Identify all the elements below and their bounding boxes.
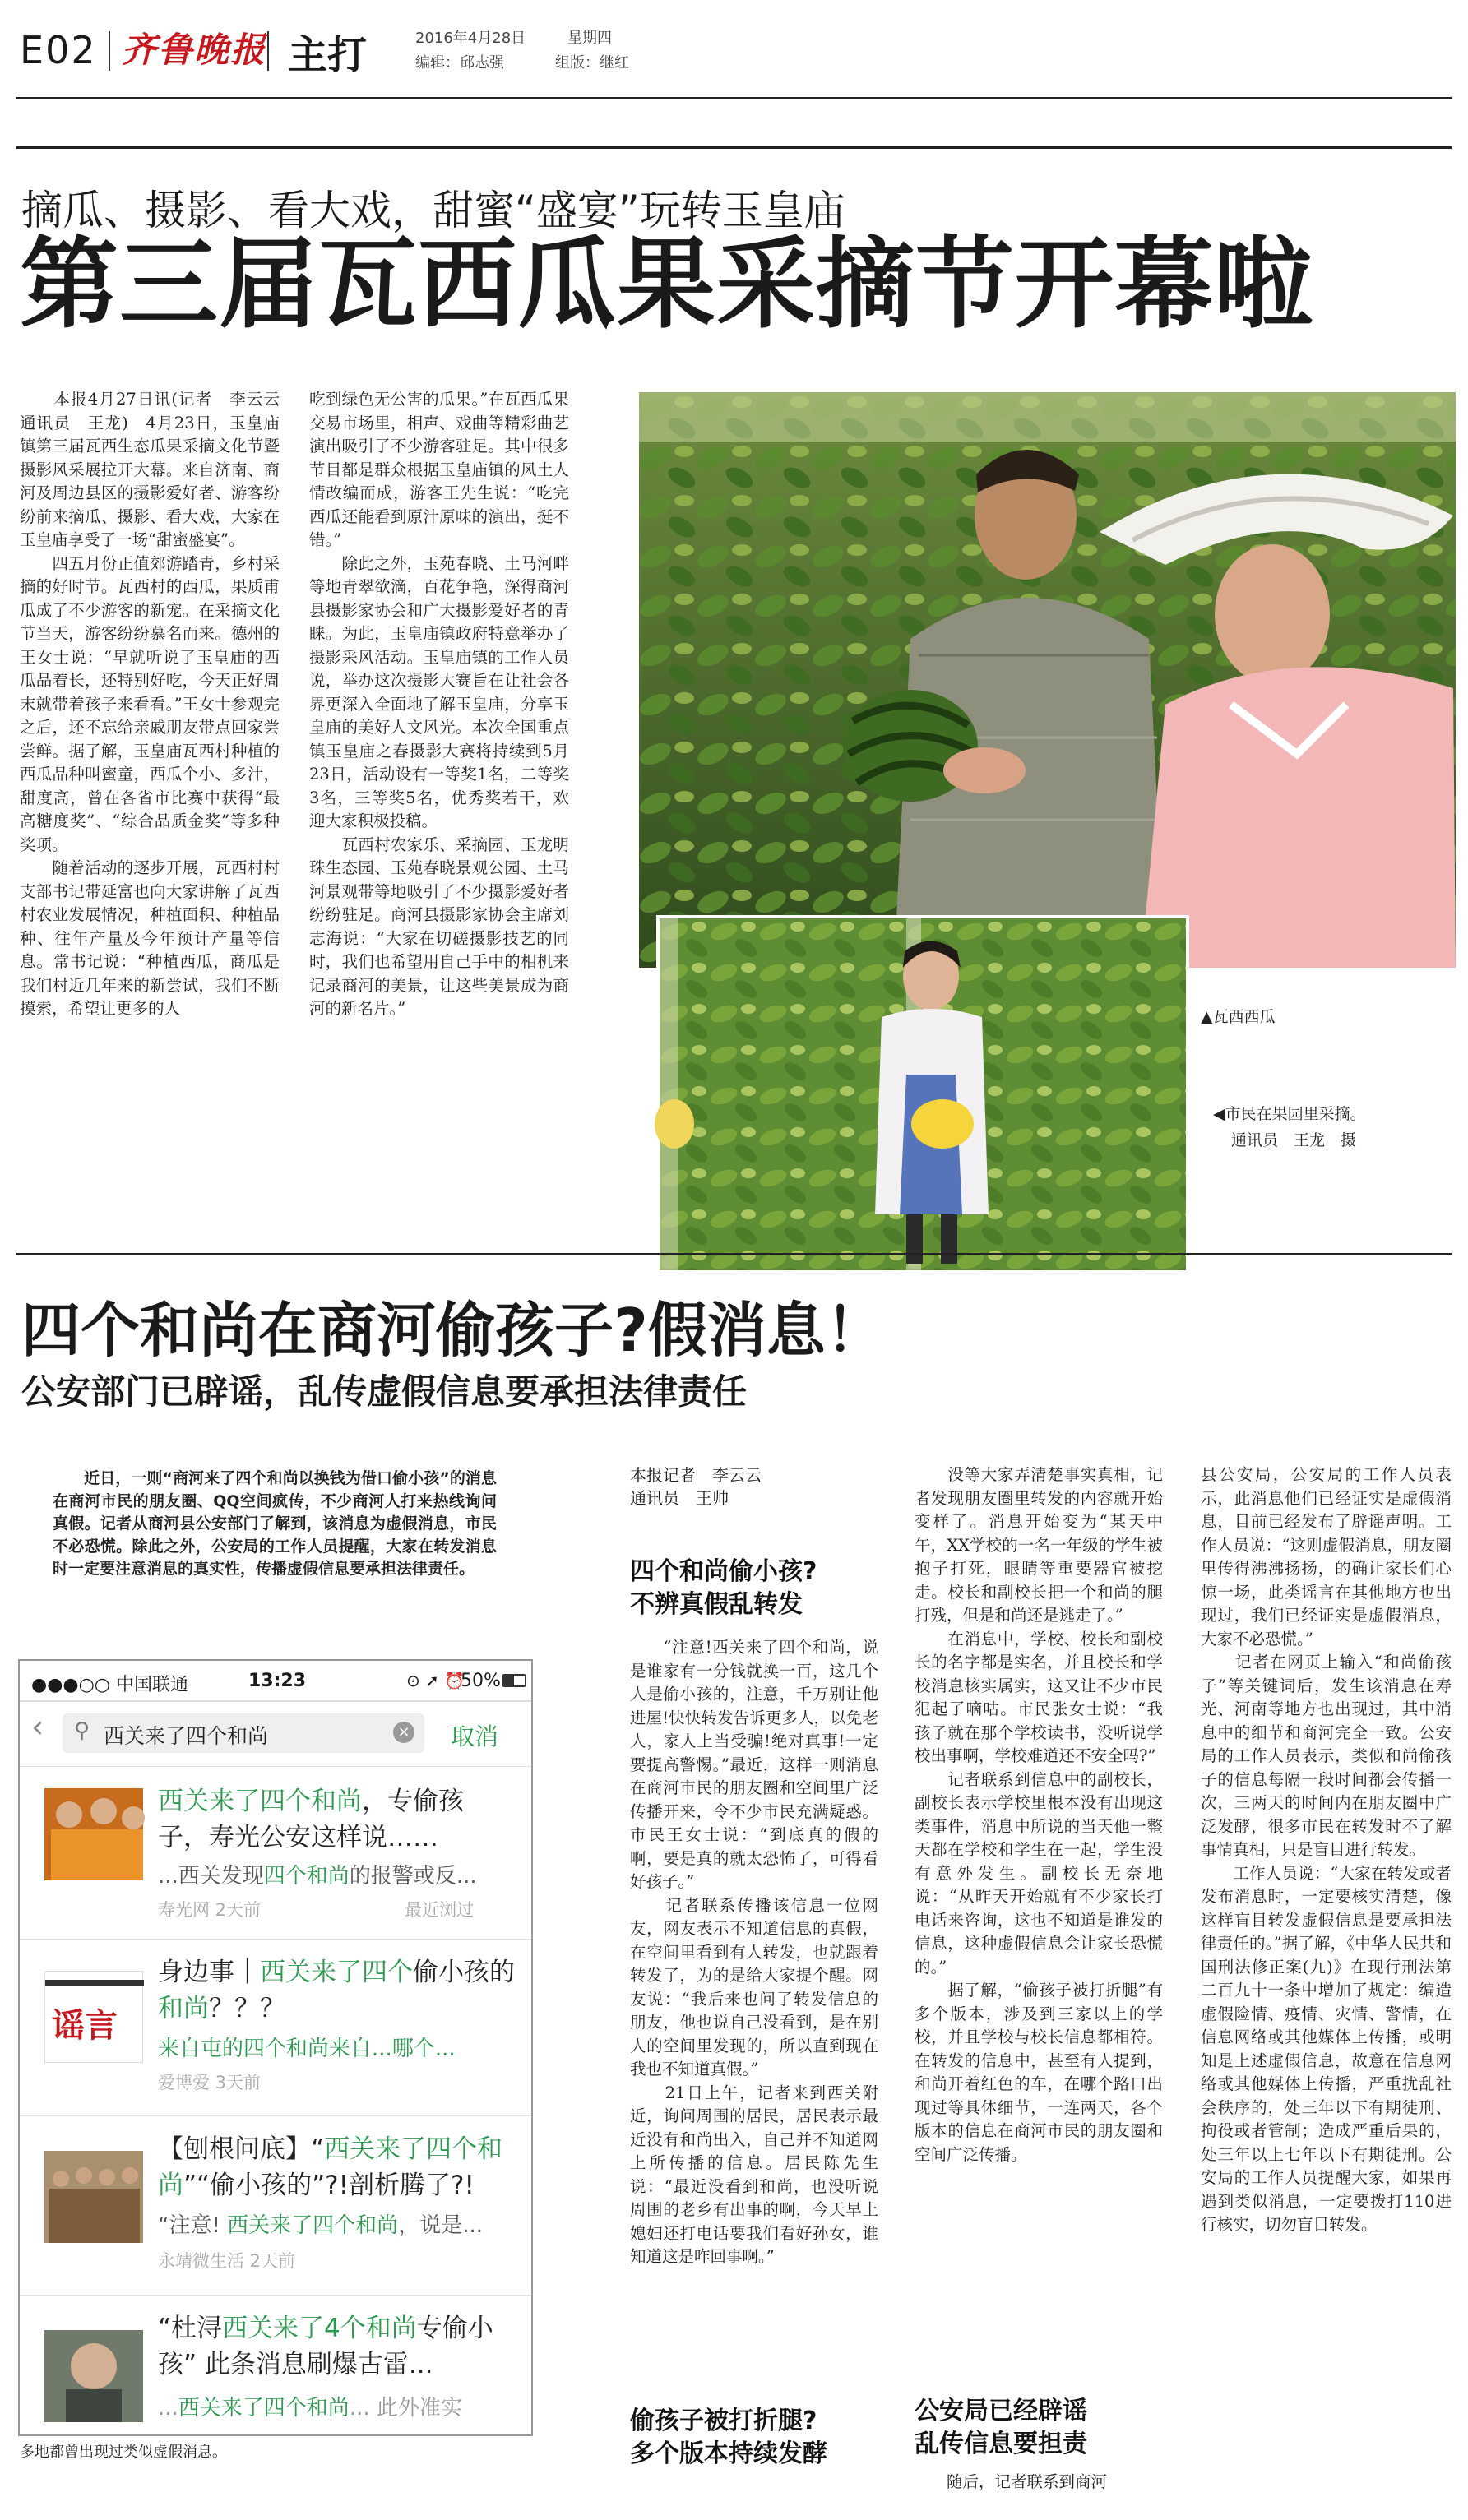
story2-column-a: “注意!西关来了四个和尚，说是谁家有一分钱就换一百，这几个人是偷小孩的，注意，千万别让他进屋!快快转发告诉更多人，以免老人，家人上当受骗!绝对真事!一定要提高警惕。”最近，这样一则消息在商河市民的朋友圈和空间里广泛传播开来，令不少市民充满疑惑。市民王女士说：“到底真的假的啊，要是真的就太恐怖了，可得看好孩子。” 记者联系传播该信息一位网友，网友表示不知道信息的真假，在空间里看到有人转发，也就跟着转发了，为的是给大家提个醒。网友说：“我后来也问了转发信息的朋友，他也说自己没看到，是在别人的空间里发现的，所以直到现在我也不知道真假。” 21日上午，记者来到西关附近，询问周围的居民，居民表示最近没有和尚出入，自己并不知道网上所传播的信息。居民陈先生说：“最近没看到和尚，也没听说周围的老乡有出事的啊，今天早上媳妇还打电话要我们看好孙女，谁知道这是咋回事啊。” [630,1638,878,2266]
result-source: 寿光网 2天前 [158,1900,262,1920]
story2-headline: 四个和尚在商河偷孩子?假消息！ [21,1296,885,1365]
watermelon-photo-graphic [639,392,1456,968]
search-result[interactable] [20,1766,531,1939]
issue-weekday: 星期四 [567,30,612,47]
header-divider [109,31,110,71]
story1-headline: 第三届瓦西瓜果采摘节开幕啦 [20,228,1313,342]
result-visited: 最近浏过 [405,1900,474,1920]
result-snippet: “注意! [158,2213,228,2238]
phone-carrier: ●●●○○ 中国联通 [31,1675,188,1695]
story1-column-1: 本报4月27日讯(记者 李云云 通讯员 王龙) 4月23日，玉皇庙镇第三届瓦西生态瓜果采摘文化节暨摄影风采展拉开大幕。来自济南、商河及周边县区的摄影爱好者、游客纷纷前来摘瓜、摄影、看大戏，大家在玉皇庙享受了一场“甜蜜盛宴”。 四五月份正值郊游踏青，乡村采摘的好时节。瓦西村的西瓜，果质甫瓜成了不少游客的新宠。在采摘文化节当天，游客纷纷慕名而来。德州的王女士说：“早就听说了玉皇庙的西瓜品着长，还特别好吃，今天正好周末就带着孩子来看看。”王女士参观完之后，还不忘给亲戚朋友带点回家尝尝鲜。据了解，玉皇庙瓦西村种植的西瓜品种叫蜜童，西瓜个小、多汁，甜度高，曾在各省市比赛中获得“最高糖度奖”、“综合品质金奖”等多种奖项。 随着活动的逐步开展，瓦西村村支部书记带延富也向大家讲解了瓦西村农业发展情况，种植面积、种植品种、往年产量及今年预计产量等信息。常书记说：“种植西瓜，商瓜是我们村近几年来的新尝试，我们不断摸索，希望让更多的人 [20,390,280,1018]
result-snippet-highlight: 来自...哪个... [329,2037,456,2061]
issue-date: 2016年4月28日 [415,30,526,47]
result-snippet-highlight: 四个和尚 [243,2037,330,2061]
caption-picking: ◀市民在果园里采摘。 [1213,1105,1366,1123]
rumor-badge: 谣言 [52,2007,118,2045]
story2-column-b: 没等大家弄清楚事实真相，记者发现朋友圈里转发的内容就开始变样了。消息开始变为“某天中午，XX学校的一名一年级的学生被抱子打死，眼睛等重要器官被挖走。校长和副校长把一个和尚的腿打残，但是和尚还是逃走了。” 在消息中，学校、校长和副校长的名字都是实名，并且校长和学校消息核实属实，这又让不少市民犯起了嘀咕。市民张女士说：“我孩子就在那个学校读书，没听说学校出事啊，学校难道还不安全吗?” 记者联系到信息中的副校长，副校长表示学校里根本没有出现这类事件，消息中所说的当天他一整天都在学校和学生在一起，学生没有意外发生。副校长无奈地说：“从昨天开始就有不少家长打电话来咨询，这也不知道是谁发的信息，这种虚假信息会让家长恐慌的。” 据了解，“偷孩子被打折腿”有多个版本，涉及到三家以上的学校，并且学校与校长信息都相符。在转发的信息中，甚至有人提到，和尚开着红色的车，在哪个路口出现过等具体细节，一连两天，各个版本的信息在商河市民的朋友圈和空间广泛传播。 [915,1465,1163,2164]
search-result[interactable] [20,1939,531,2115]
story-divider [16,1253,1452,1255]
result-title: 【刨根问底】“ [158,2134,325,2164]
result-title: “杜浔 [158,2314,223,2343]
caption-photographer: 通讯员 王龙 摄 [1231,1131,1357,1149]
result-thumbnail [44,2330,143,2422]
rumor-thumbnail [44,1971,143,2063]
result-title: ”“偷小孩的”?!剖析腾了?! [183,2171,475,2200]
editor-credit: 编辑：邱志强 [415,54,504,72]
result-title: 偷小孩的 [413,1958,515,1987]
subhead-police: 公安局已经辟谣 乱传信息要担责 [915,2397,1087,2458]
story2-deck: 公安部门已辟谣，乱传虚假信息要承担法律责任 [21,1371,748,1412]
result-title-highlight: 西关来了四个和尚 [158,2134,503,2200]
result-snippet: ，说是... [398,2213,483,2238]
girl-melon-photo-graphic [660,918,1186,1270]
story2-byline-correspondent: 通讯员 王帅 [630,1488,729,1508]
result-snippet-highlight: 来自屯的 [158,2037,244,2061]
story2-lead: 近日，一则“商河来了四个和尚以换钱为借口偷小孩”的消息在商河市民的朋友圈、QQ空间疯传，不少商河人打来热线询问真假。记者从商河县公安部门了解到，该消息为虚假消息，市民不必恐慌。除此之外，公安局的工作人员提醒，大家在转发消息时一定要注意消息的真实性，传播虚假信息要承担法律责任。 [53,1469,497,1578]
result-snippet-highlight: 西关来了四个和尚 [227,2213,399,2238]
phone-status-icons: ⊙ ➚ ⏰ [406,1671,465,1690]
story2-column-b-tail: 随后，记者联系到商河 [915,2472,1108,2491]
result-title: 专偷小孩” 此条消息刷爆古雷... [158,2314,493,2379]
layout-credit: 组版：继红 [555,54,629,72]
result-title-highlight: 西关来了4个和尚 [222,2314,417,2343]
result-source: 爱博爱 3天前 [158,2073,262,2092]
monks-group-thumbnail-graphic [44,2151,143,2243]
result-title: ，专偷孩子，寿光公安这样说…… [158,1787,464,1852]
back-icon[interactable]: ‹ [31,1709,44,1745]
result-title-highlight: 和尚 [158,1994,209,2023]
phone-screenshot [18,1659,533,2436]
story1-kicker: 摘瓜、摄影、看大戏，甜蜜“盛宴”玩转玉皇庙 [21,187,845,234]
phone-battery: 50% [461,1671,501,1691]
result-snippet: ... 此外准实 [349,2396,462,2421]
result-snippet: ... [158,2396,178,2421]
monks-thumbnail-graphic [44,1788,143,1880]
header-divider [267,31,269,71]
story2-column-c: 县公安局，公安局的工作人员表示，此消息他们已经证实是虚假消息，目前已经发布了辟谣声明。工作人员说：“这则虚假消息，朋友圈里传得沸沸扬扬，的确让家长们心惊一场，此类谣言在其他地方也出现过，我们已经证实是虚假消息，大家不必恐慌。” 记者在网页上输入“和尚偷孩子”等关键词后，发生该消息在寿光、河南等地方也出现过，其中消息中的细节和商河完全一致。公安局的工作人员表示，类似和尚偷孩子的信息每隔一段时间都会传播一次，三两天的时间内在朋友圈中广泛发酵，很多市民在转发时不了解事情真相，只是盲目进行转发。 工作人员说：“大家在转发或者发布消息时，一定要核实清楚，像这样盲目转发虚假信息是要承担法律责任的。”据了解，《中华人民共和国刑法修正案(九)》在现行刑法第二百九十一条中增加了规定：编造虚假险情、疫情、灾情、警情，在信息网络或其他媒体上传播，或明知是上述虚假信息，故意在信息网络或其他媒体上传播，严重扰乱社会秩序的，处三年以下有期徒刑、拘役或者管制；造成严重后果的，处三年以上七年以下有期徒刑。公安局的工作人员提醒大家，如果再遇到类似消息，一定要拨打110进行核实，切勿盲目转发。 [1201,1465,1452,2234]
result-title-highlight: 西关来了四个 [260,1958,413,1987]
header-rule-thick [16,146,1452,149]
search-icon: ⚲ [74,1718,90,1743]
phone-time: 13:23 [248,1671,307,1691]
result-snippet-highlight: 四个和尚 [263,1864,350,1889]
result-title: 身边事｜ [158,1958,260,1987]
result-title: ？？？ [209,1994,285,2023]
result-thumbnail [44,2151,143,2243]
result-snippet-highlight: 西关来了四个和尚 [178,2396,350,2421]
subhead-spread: 四个和尚偷小孩? 不辨真假乱转发 [630,1557,817,1619]
search-result[interactable] [20,2295,531,2443]
story2-byline-reporter: 本报记者 李云云 [630,1465,762,1485]
result-snippet: 的报警或反... [349,1864,477,1889]
result-snippet: ...西关发现 [158,1864,264,1889]
page-number: E02 [20,28,97,72]
result-source: 永靖微生活 2天前 [158,2251,296,2271]
result-thumbnail [44,1788,143,1880]
phone-caption: 多地都曾出现过类似虚假消息。 [20,2444,227,2461]
search-result[interactable] [20,2115,531,2295]
story1-column-2: 吃到绿色无公害的瓜果。”在瓦西瓜果交易市场里，相声、戏曲等精彩曲艺演出吸引了不少游客驻足。其中很多节目都是群众根据玉皇庙镇的风土人情改编而成，游客王先生说：“吃完西瓜还能看到原汁原味的演出，挺不错。” 除此之外，玉苑春晓、土马河畔等地青翠欲滴，百花争艳，深得商河县摄影家协会和广大摄影爱好者的青睐。为此，玉皇庙镇政府特意举办了摄影采风活动。玉皇庙镇的工作人员说，举办这次摄影大赛旨在让社会各界更深入全面地了解玉皇庙，分享玉皇庙的美好人文风光。本次全国重点镇玉皇庙之春摄影大赛将持续到5月23日，活动设有一等奖1名，二等奖3名，三等奖5名，优秀奖若干，欢迎大家积极投稿。 瓦西村农家乐、采摘园、玉龙明珠生态园、玉苑春晓景观公园、土马河景观带等地吸引了不少摄影爱好者纷纷驻足。商河县摄影家协会主席刘志海说：“大家在切磋摄影技艺的同时，我们也希望用自己手中的相机来记录商河的美景，让这些美景成为商河的新名片。” [309,390,569,1018]
watermelon-photo [637,391,1454,966]
result-title-highlight: 西关来了四个和尚 [158,1787,362,1816]
battery-icon [502,1674,526,1687]
girl-melon-photo [656,915,1189,1274]
subhead-versions: 偷孩子被打折腿? 多个版本持续发酵 [630,2407,827,2468]
search-query: 西关来了四个和尚 [104,1724,269,1748]
search-box[interactable] [63,1713,424,1753]
clear-icon[interactable]: × [393,1722,414,1743]
cancel-button[interactable]: 取消 [451,1722,499,1750]
caption-watermelon: ▲瓦西西瓜 [1201,1008,1276,1026]
child-thumbnail-graphic [44,2330,143,2422]
header-rule [16,97,1452,99]
newspaper-logo: 齐鲁晚报 [122,30,267,70]
section-name: 主打 [288,32,368,78]
